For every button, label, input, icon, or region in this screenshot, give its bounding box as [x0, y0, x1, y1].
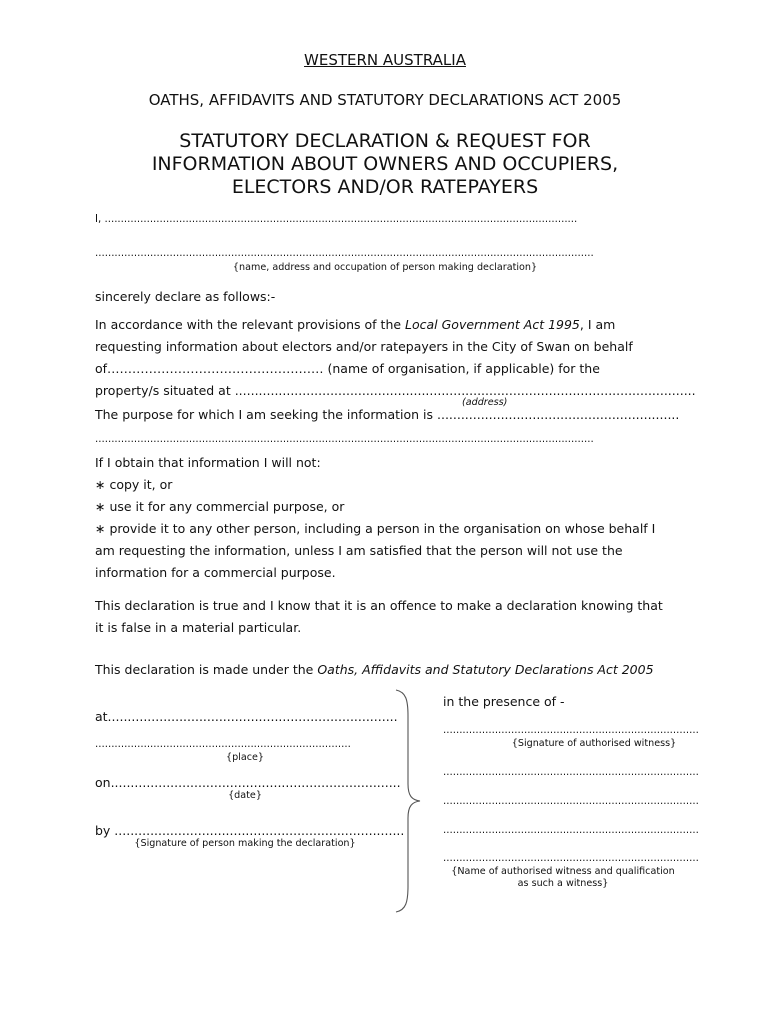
organisation-field[interactable]: of……………………………………….…… (name of organisation, if applicable) for the — [95, 361, 600, 376]
witness-name-caption-line-1: {Name of authorised witness and qualification — [451, 866, 675, 877]
by-signature-field[interactable]: by ......................................................................... — [95, 823, 405, 838]
purpose-field[interactable]: The purpose for which I am seeking the information is ............................................................. — [95, 407, 680, 422]
witness-name-field[interactable]: ............................................................................... — [443, 853, 699, 864]
declarant-name-field[interactable]: I, .................................................................................................................................................. — [95, 214, 578, 225]
witness-line-3[interactable]: ............................................................................... — [443, 796, 699, 807]
jurisdiction-heading: WESTERN AUSTRALIA — [304, 51, 466, 69]
property-address-field[interactable]: property/s situated at .................................................................................................................... — [95, 383, 696, 398]
right-brace-icon — [388, 688, 428, 914]
declarant-details-field[interactable]: .......................................................................................................................................................... — [95, 248, 594, 259]
bullet-provide-line-2: am requesting the information, unless I am satisfied that the person will not use the — [95, 543, 623, 558]
on-date-field[interactable]: on......................................................................... — [95, 775, 401, 790]
oaths-act-ref: Oaths, Affidavits and Statutory Declarations Act 2005 — [317, 662, 654, 677]
witness-signature-field[interactable]: ............................................................................... — [443, 725, 699, 736]
place-field[interactable]: ............................................................................... — [95, 739, 351, 750]
sincerely-declare-text: sincerely declare as follows:- — [95, 289, 276, 304]
declarant-signature-caption: {Signature of person making the declaration} — [134, 838, 356, 849]
declarant-caption: {name, address and occupation of person making declaration} — [232, 262, 538, 273]
date-caption: {date} — [228, 790, 262, 801]
bullet-provide-line-1: ∗ provide it to any other person, including a person in the organisation on whose behalf I — [95, 521, 656, 536]
witness-name-caption-line-2: as such a witness} — [517, 878, 609, 889]
made-under-statement — [95, 662, 654, 677]
local-government-act-ref: Local Government Act 1995 — [405, 317, 580, 332]
paragraph-1-text: In accordance with the relevant provisions of the — [95, 317, 406, 332]
truth-statement-line-2: it is false in a material particular. — [95, 620, 302, 635]
bullet-commercial: ∗ use it for any commercial purpose, or — [95, 499, 345, 514]
bullet-copy: ∗ copy it, or — [95, 477, 173, 492]
in-presence-text: in the presence of - — [443, 694, 565, 709]
made-under-text: This declaration is made under the — [95, 662, 318, 677]
act-heading: OATHS, AFFIDAVITS AND STATUTORY DECLARATIONS ACT 2005 — [148, 91, 622, 109]
paragraph-1-line-2: requesting information about electors and/or ratepayers in the City of Swan on behalf — [95, 339, 633, 354]
form-title-line-2: INFORMATION ABOUT OWNERS AND OCCUPIERS, — [151, 153, 619, 175]
at-field[interactable]: at......................................................................... — [95, 709, 398, 724]
witness-line-2[interactable]: ............................................................................... — [443, 767, 699, 778]
form-title-line-3: ELECTORS AND/OR RATEPAYERS — [231, 176, 539, 198]
if-obtain-text: If I obtain that information I will not: — [95, 455, 321, 470]
place-caption: {place} — [225, 752, 265, 763]
paragraph-1-text-end: , I am — [579, 317, 616, 332]
witness-signature-caption: {Signature of authorised witness} — [511, 738, 677, 749]
witness-line-4[interactable]: ............................................................................... — [443, 825, 699, 836]
truth-statement-line-1: This declaration is true and I know that it is an offence to make a declaration knowing that — [95, 598, 663, 613]
paragraph-1-line-1 — [95, 317, 615, 332]
purpose-field-continued[interactable]: .......................................................................................................................................................... — [95, 434, 594, 445]
bullet-provide-line-3: information for a commercial purpose. — [95, 565, 336, 580]
address-caption: (address) — [462, 397, 508, 408]
form-title-line-1: STATUTORY DECLARATION & REQUEST FOR — [179, 130, 591, 152]
